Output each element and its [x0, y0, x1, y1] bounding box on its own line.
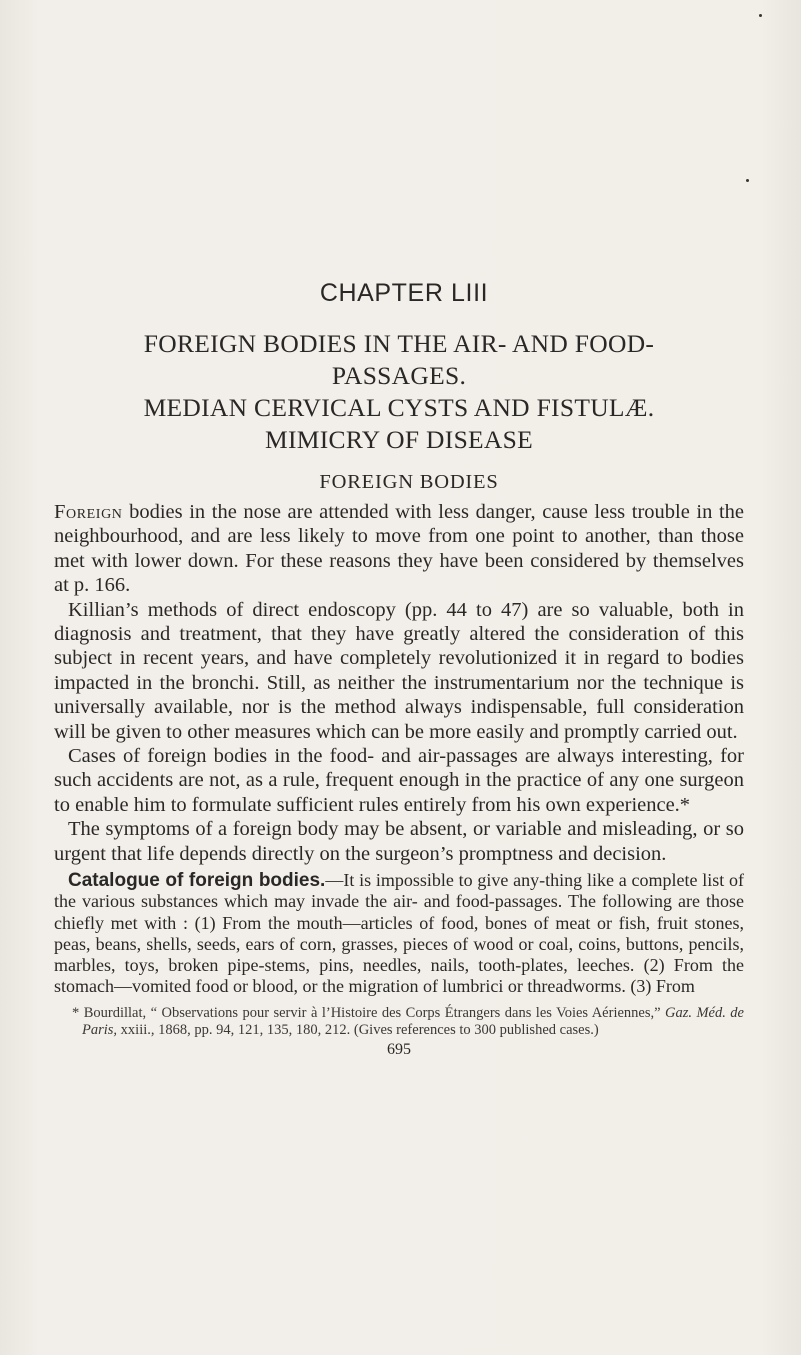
paragraph: [54, 500, 744, 598]
paragraph: Cases of foreign bodies in the food- and air-passages are always interesting, for such accidents are not, as a rule, frequent enough in the practice of any one surgeon to enable him to formulate sufficient rules entirely from his own experience.*: [54, 745, 744, 816]
page-speck: [746, 179, 749, 182]
footnote: [54, 1005, 744, 1039]
paragraph-lead: Foreign: [54, 501, 123, 523]
footnote-lead: * Bourdillat, “ Observations pour servir à l’Histoire des Corps Étrangers dans les Voies Aériennes,”: [72, 1005, 666, 1022]
paragraph-text: bodies in the nose are attended with less danger, cause less trouble in the neighbourhood, and are less likely to move from one point to another, than those met with lower down. For these reasons they have been considered by themselves at p. 166.: [54, 501, 744, 597]
title-line: MIMICRY OF DISEASE: [265, 425, 533, 454]
catalogue-paragraph: [54, 870, 744, 997]
title-line: MEDIAN CERVICAL CYSTS AND FISTULÆ.: [143, 393, 655, 422]
title-line: PASSAGES.: [331, 361, 467, 390]
footnote-rest: xxiii., 1868, pp. 94, 121, 135, 180, 212. (Gives references to 300 published cases.): [117, 1022, 599, 1039]
chapter-heading: CHAPTER LIII: [319, 279, 489, 307]
section-heading: FOREIGN BODIES: [319, 471, 499, 493]
chapter-title: [54, 328, 744, 456]
page-speck: [759, 14, 762, 17]
catalogue-label: Catalogue of foreign bodies.: [68, 870, 326, 892]
body-text: [54, 500, 744, 866]
title-line: FOREIGN BODIES IN THE AIR- AND FOOD-: [143, 329, 655, 358]
paragraph: Killian’s methods of direct endoscopy (pp. 44 to 47) are so valuable, both in diagnosis and treatment, that they have greatly altered the consideration of this subject in recent years, and have completely revolutionized it in regard to bodies impacted in the bronchi. Still, as neither the instrumentarium nor the technique is universally available, nor is the method always indispensable, full consideration will be given to other measures which can be more easily and promptly carried out.: [54, 598, 744, 743]
page-number: 695: [387, 1041, 411, 1059]
footnote-journal: Gaz. Méd. de Paris,: [82, 1005, 744, 1039]
page-content: [54, 278, 744, 1059]
paragraph: The symptoms of a foreign body may be absent, or variable and misleading, or so urgent that life depends directly on the surgeon’s promptness and decision.: [54, 818, 744, 865]
catalogue-text: —It is impossible to give any-thing like a complete list of the various substances which may invade the air- and food-passages. The following are those chiefly met with : (1) From the mouth—articles of food, bones of meat or fish, fruit stones, peas, beans, shells, seeds, ears of corn, grasses, pieces of wood or coal, coins, buttons, pencils, marbles, toys, broken pipe-stems, pins, needles, nails, tooth-plates, leeches. (2) From the stomach—vomited food or blood, or the migration of lumbrici or threadworms. (3) From: [54, 870, 744, 997]
